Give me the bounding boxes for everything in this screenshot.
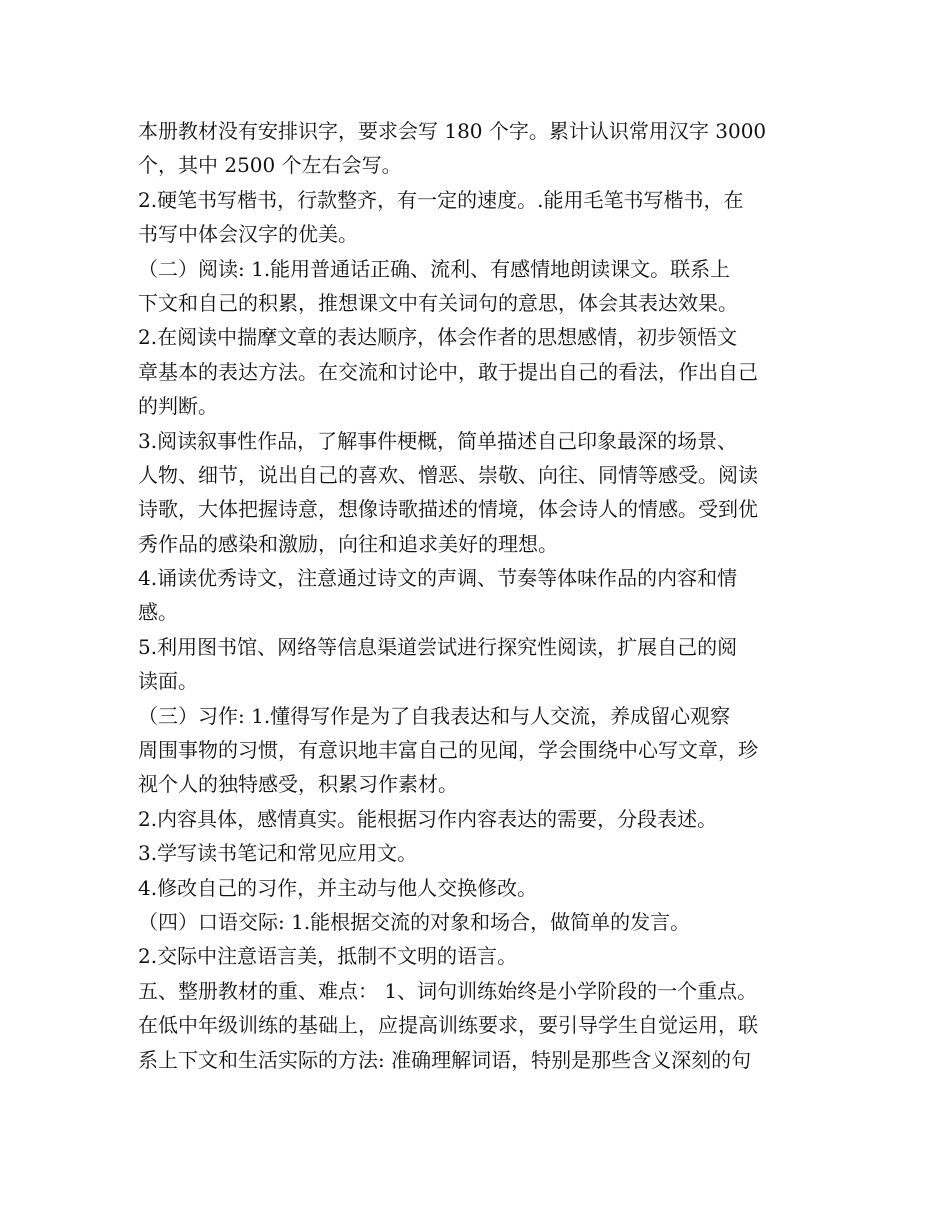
text-line: 人物、细节，说出自己的喜欢、憎恶、崇敬、向往、同情等感受。阅读: [138, 462, 758, 487]
text-line: 2.内容具体，感情真实。能根据习作内容表达的需要，分段表述。: [138, 806, 718, 831]
text-line: 4.诵读优秀诗文，注意通过诗文的声调、节奏等体味作品的内容和情: [138, 566, 738, 591]
text-line: 个，其中 2500 个左右会写。: [138, 153, 402, 178]
document-body: [138, 114, 838, 1077]
text-line: 本册教材没有安排识字，要求会写 180 个字。累计认识常用汉字 3000: [138, 119, 767, 143]
text-line: 在低中年级训练的基础上，应提高训练要求，要引导学生自觉运用，联: [138, 1013, 758, 1038]
text-line: 的判断。: [138, 394, 218, 419]
text-line: 感。: [138, 600, 178, 625]
text-line: 4.修改自己的习作，并主动与他人交换修改。: [138, 875, 538, 900]
text-line: （二）阅读: 1.能用普通话正确、流利、有感情地朗读课文。联系上: [138, 256, 731, 281]
text-line: 诗歌，大体把握诗意，想像诗歌描述的情境，体会诗人的情感。受到优: [138, 497, 758, 522]
text-line: 2.硬笔书写楷书，行款整齐，有一定的速度。.能用毛笔书写楷书，在: [138, 187, 744, 212]
text-line: 视个人的独特感受，积累习作素材。: [138, 772, 458, 797]
text-line: 周围事物的习惯，有意识地丰富自己的见闻，学会围绕中心写文章，珍: [138, 738, 758, 763]
text-line: （四）口语交际: 1.能根据交流的对象和场合，做简单的发言。: [138, 909, 691, 934]
text-line: 章基本的表达方法。在交流和讨论中，敢于提出自己的看法，作出自己: [138, 359, 758, 384]
text-line: 3.学写读书笔记和常见应用文。: [138, 841, 418, 866]
text-line: 3.阅读叙事性作品，了解事件梗概，简单描述自己印象最深的场景、: [138, 428, 738, 453]
text-line: 秀作品的感染和激励，向往和追求美好的理想。: [138, 531, 558, 556]
text-line: 2.在阅读中揣摩文章的表达顺序，体会作者的思想感情，初步领悟文: [138, 325, 738, 350]
text-line: 五、整册教材的重、难点： 1、词句训练始终是小学阶段的一个重点。: [138, 978, 758, 1003]
text-line: 读面。: [138, 669, 198, 694]
text-line: （三）习作: 1.懂得写作是为了自我表达和与人交流，养成留心观察: [138, 703, 731, 728]
text-line: 5.利用图书馆、网络等信息渠道尝试进行探究性阅读，扩展自己的阅: [138, 634, 738, 659]
text-line: 书写中体会汉字的优美。: [138, 222, 358, 247]
text-line: 系上下文和生活实际的方法: 准确理解词语，特别是那些含义深刻的句: [138, 1047, 752, 1072]
text-line: 2.交际中注意语言美，抵制不文明的语言。: [138, 944, 518, 969]
text-line: 下文和自己的积累，推想课文中有关词句的意思，体会其表达效果。: [138, 290, 738, 315]
